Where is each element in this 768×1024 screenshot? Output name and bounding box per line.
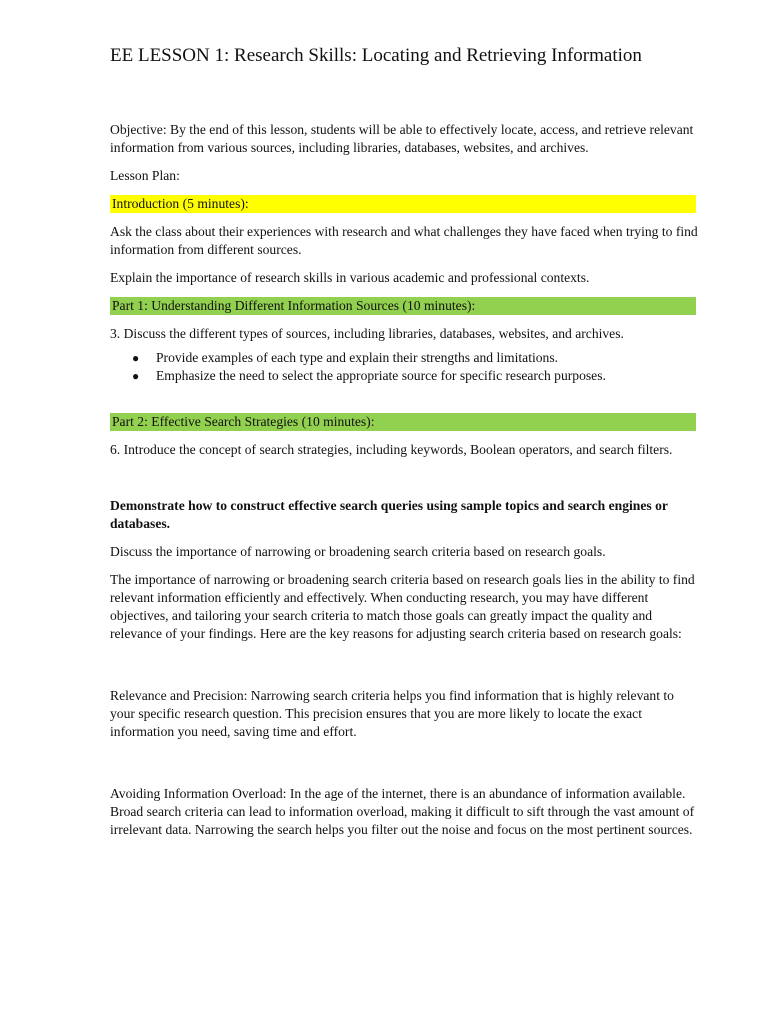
objective-paragraph: Objective: By the end of this lesson, students will be able to effectively locate, access, and retrieve relevant information from various sources, including libraries, databases, websites, and archives.: [110, 122, 694, 155]
document-title: EE LESSON 1: Research Skills: Locating and Retrieving Information: [110, 45, 642, 66]
relevance-paragraph: Relevance and Precision: Narrowing search criteria helps you find information that is highly relevant to your specific research question. This precision ensures that you are more likely to locate the exact information you need, saving time and effort.: [110, 688, 674, 739]
intro-heading: Introduction (5 minutes):: [110, 195, 696, 213]
bullet-icon: ●: [132, 351, 140, 365]
part2-heading: Part 2: Effective Search Strategies (10 minutes):: [110, 413, 696, 431]
part1-heading: Part 1: Understanding Different Information Sources (10 minutes):: [110, 297, 696, 315]
intro-paragraph-2: Explain the importance of research skills in various academic and professional contexts.: [110, 270, 590, 285]
part1-bullet-list: [110, 349, 700, 385]
bullet-icon: ●: [132, 369, 140, 383]
spacer: [110, 469, 700, 497]
spacer: [110, 751, 700, 785]
part2-paragraph: 6. Introduce the concept of search strategies, including keywords, Boolean operators, and search filters.: [110, 442, 673, 457]
discuss-paragraph: Discuss the importance of narrowing or broadening search criteria based on research goals.: [110, 544, 606, 559]
demo-bold-paragraph: Demonstrate how to construct effective search queries using sample topics and search engines or databases.: [110, 498, 668, 531]
importance-paragraph: The importance of narrowing or broadening search criteria based on research goals lies in the ability to find relevant information efficiently and effectively. When conducting research, you may have different objectives, and tailoring your search criteria to match those goals can greatly impact the quality and relevance of your findings. Here are the key reasons for adjusting search criteria based on research goals:: [110, 572, 695, 641]
intro-paragraph-1: Ask the class about their experiences with research and what challenges they have faced when trying to find information from different sources.: [110, 224, 698, 257]
list-item: ● Provide examples of each type and explain their strengths and limitations.: [132, 350, 559, 365]
spacer: [110, 653, 700, 687]
document-body: [110, 121, 700, 849]
lesson-plan-label: Lesson Plan:: [110, 168, 180, 183]
list-item: ● Emphasize the need to select the appropriate source for specific research purposes.: [132, 368, 606, 383]
part1-paragraph: 3. Discuss the different types of sources, including libraries, databases, websites, and archives.: [110, 326, 624, 341]
spacer: [110, 395, 700, 413]
overload-paragraph: Avoiding Information Overload: In the age of the internet, there is an abundance of information available. Broad search criteria can lead to information overload, making it difficult to sift through the vast amount of irrelevant data. Narrowing the search helps you filter out the noise and focus on the most pertinent sources.: [110, 786, 695, 837]
